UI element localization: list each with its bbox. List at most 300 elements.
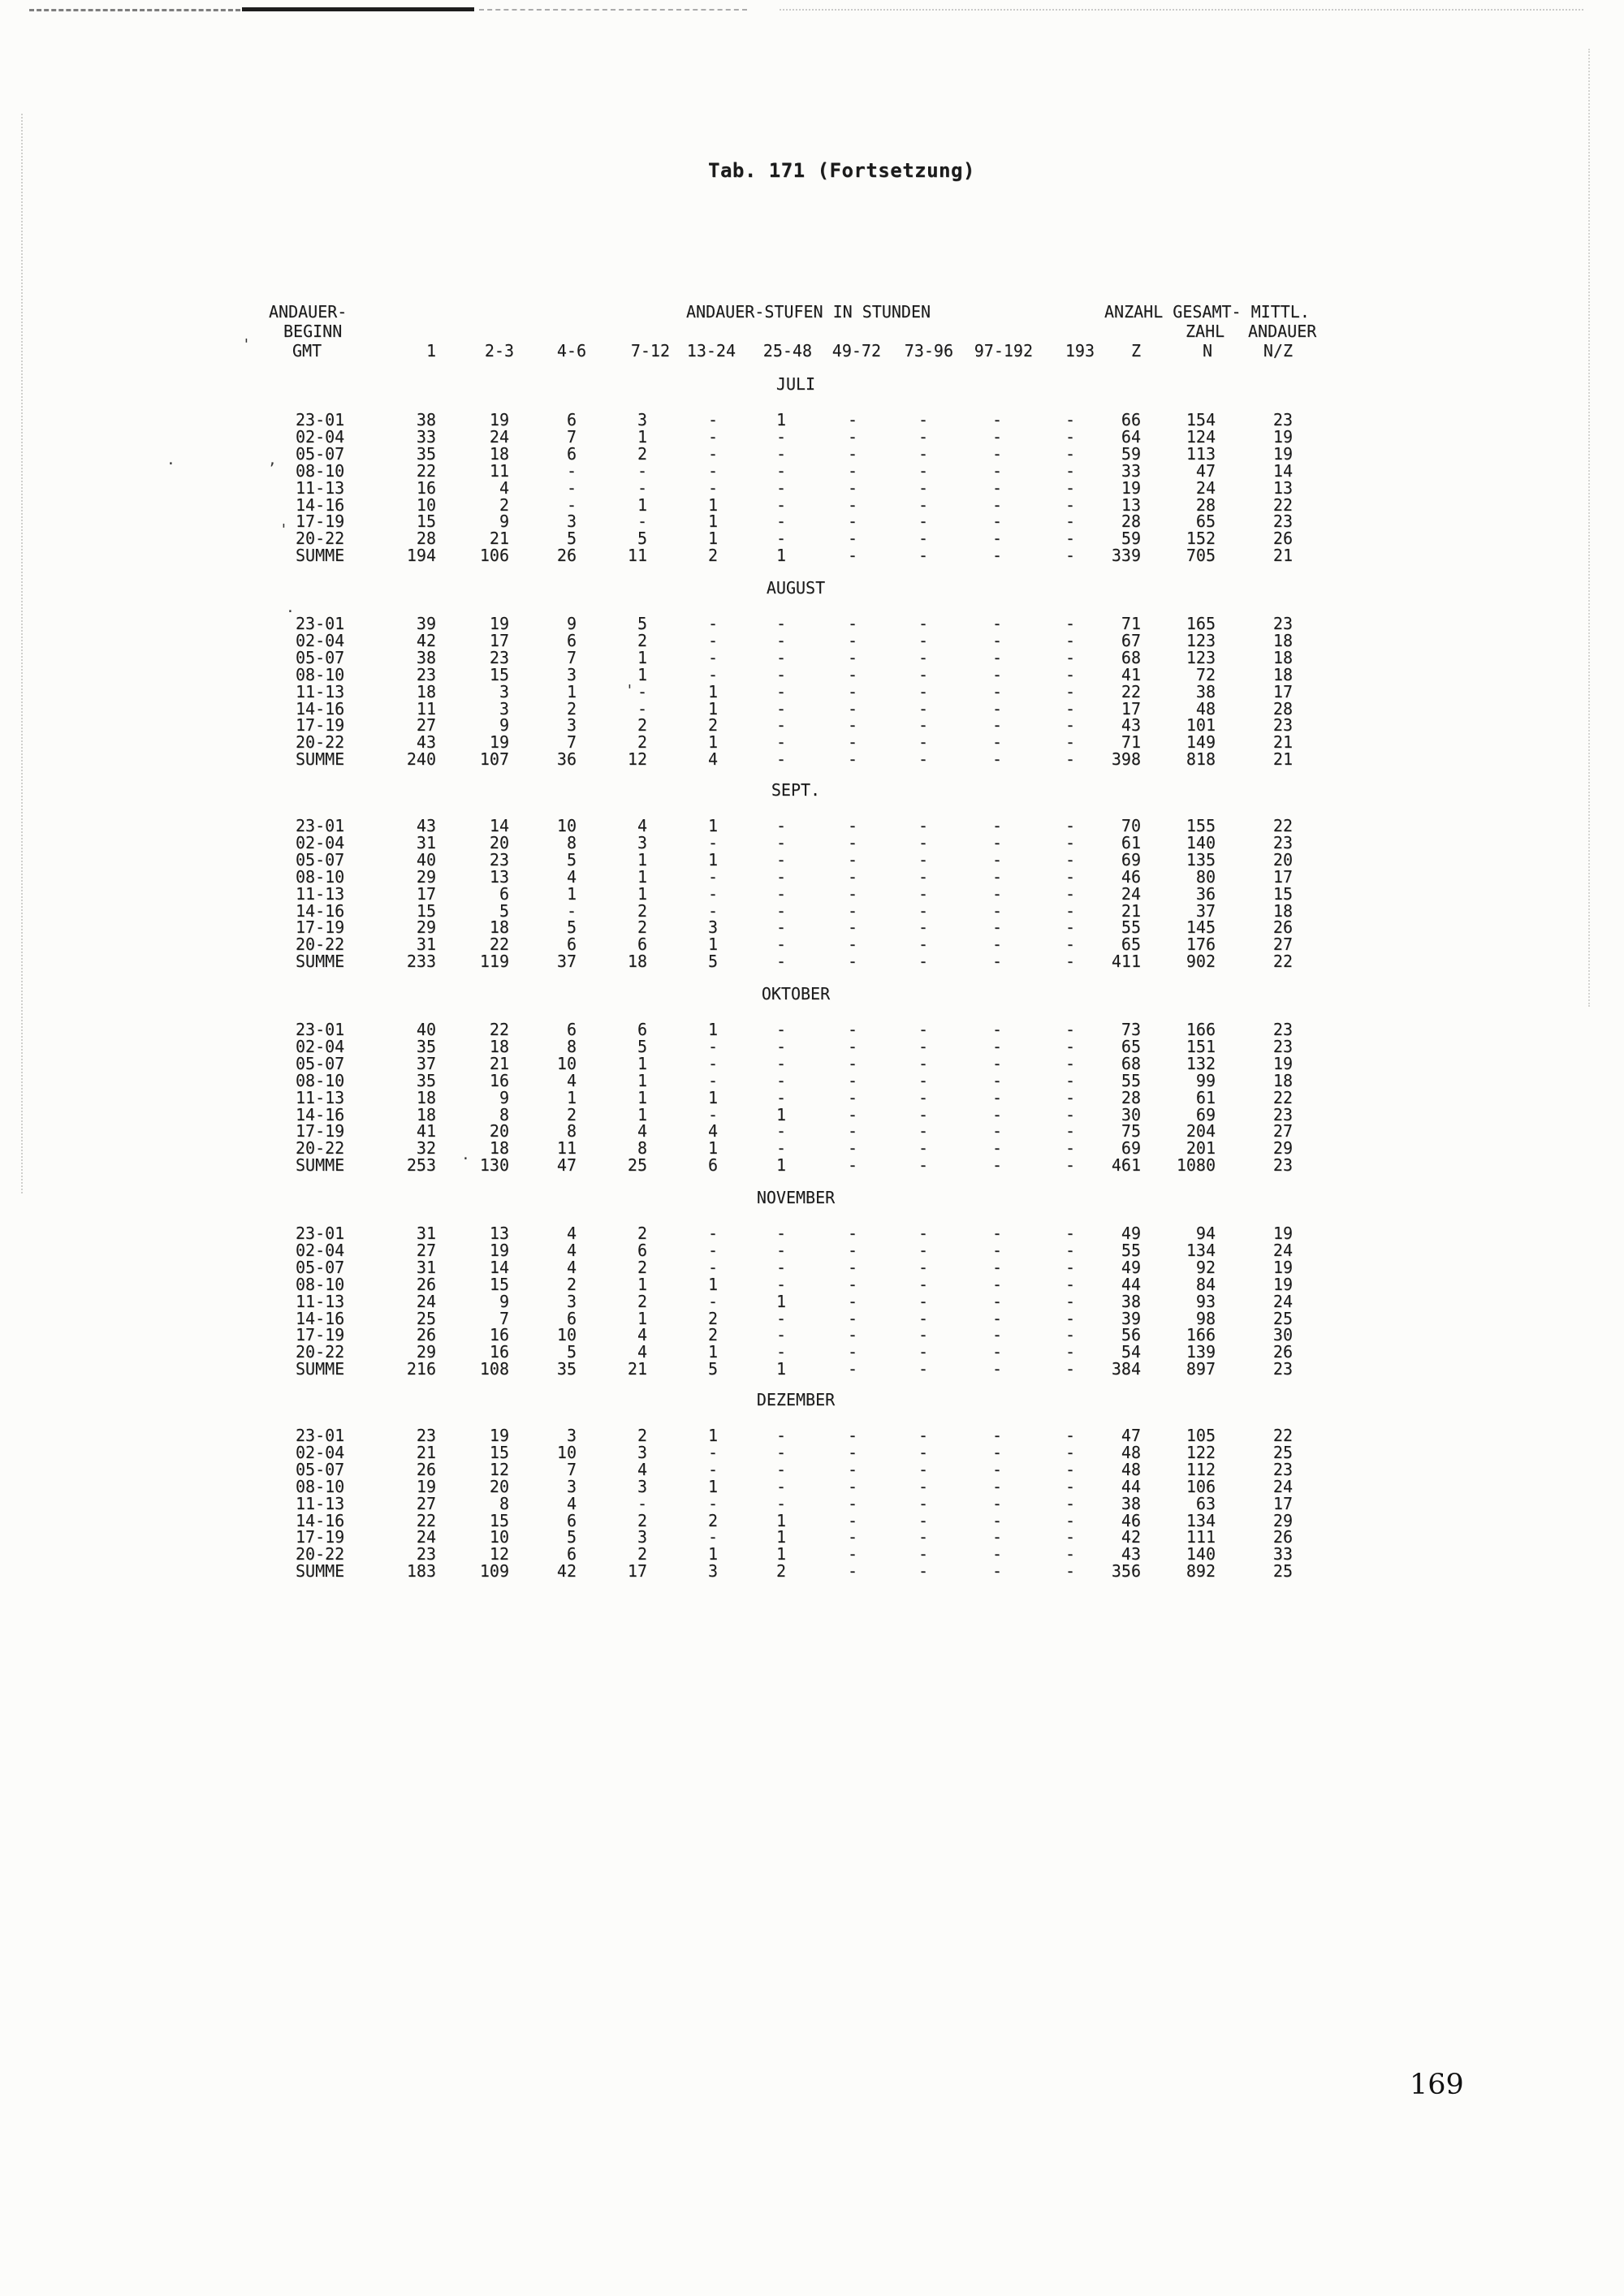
table-cell: 4 bbox=[499, 477, 509, 498]
table-cell: 6 bbox=[637, 1240, 647, 1260]
table-cell: 40 bbox=[416, 849, 436, 870]
table-cell: - bbox=[847, 529, 857, 549]
table-cell: 18 bbox=[1272, 647, 1293, 667]
table-cell: 31 bbox=[416, 1257, 436, 1277]
table-cell: 28 bbox=[1195, 494, 1216, 515]
table-cell: - bbox=[775, 443, 786, 464]
table-cell: 13 bbox=[489, 1224, 509, 1243]
scan-noise-right-margin bbox=[1588, 49, 1590, 1007]
table-cell: 55 bbox=[1121, 1240, 1141, 1260]
table-cell: - bbox=[775, 529, 786, 549]
table-cell: 2 bbox=[707, 1510, 718, 1530]
table-cell: - bbox=[847, 1020, 857, 1039]
scan-noise-left-margin bbox=[21, 114, 23, 1193]
table-cell: 93 bbox=[1195, 1291, 1216, 1311]
table-cell: 8 bbox=[637, 1138, 647, 1159]
row-label-gmt: 02-04 bbox=[296, 1036, 345, 1056]
row-header-gmt: GMT bbox=[292, 341, 322, 360]
table-cell: 107 bbox=[479, 749, 509, 770]
table-cell: - bbox=[918, 460, 928, 481]
table-cell: 384 bbox=[1111, 1359, 1141, 1379]
table-cell: 17 bbox=[489, 630, 509, 650]
table-cell: 11 bbox=[627, 546, 647, 566]
column-header: 193 bbox=[1065, 341, 1095, 360]
table-cell: - bbox=[775, 1325, 786, 1345]
table-cell: - bbox=[1065, 934, 1075, 955]
table-cell: 7 bbox=[566, 732, 577, 753]
table-cell: 398 bbox=[1111, 749, 1141, 770]
table-cell: - bbox=[918, 614, 928, 633]
table-cell: 19 bbox=[1272, 1257, 1293, 1277]
table-cell: - bbox=[1065, 816, 1075, 835]
table-cell: 2 bbox=[775, 1561, 786, 1582]
row-label-gmt: 05-07 bbox=[296, 1257, 345, 1277]
row-label-gmt: 05-07 bbox=[296, 849, 345, 870]
table-cell: - bbox=[847, 410, 857, 429]
table-cell: - bbox=[918, 477, 928, 498]
table-cell: - bbox=[707, 1257, 718, 1277]
table-cell: - bbox=[847, 1561, 857, 1582]
month-label: OKTOBER bbox=[761, 984, 831, 1003]
row-label-gmt: 11-13 bbox=[296, 1493, 345, 1513]
table-cell: - bbox=[991, 1274, 1002, 1294]
table-cell: 24 bbox=[1272, 1291, 1293, 1311]
table-cell: - bbox=[991, 1342, 1002, 1362]
table-cell: 17 bbox=[627, 1561, 647, 1582]
table-cell: 4 bbox=[707, 1121, 718, 1142]
table-cell: 33 bbox=[1272, 1544, 1293, 1564]
table-cell: 21 bbox=[1272, 732, 1293, 753]
table-cell: - bbox=[707, 1459, 718, 1479]
table-cell: 194 bbox=[406, 546, 436, 566]
table-cell: 1 bbox=[775, 1544, 786, 1564]
table-cell: 11 bbox=[489, 460, 509, 481]
column-header: 97-192 bbox=[974, 341, 1033, 360]
table-cell: - bbox=[775, 1257, 786, 1277]
table-cell: 37 bbox=[1195, 900, 1216, 921]
table-cell: 68 bbox=[1121, 647, 1141, 667]
table-cell: 2 bbox=[637, 630, 647, 650]
table-cell: 2 bbox=[637, 1224, 647, 1243]
table-cell: - bbox=[707, 1493, 718, 1513]
table-cell: - bbox=[1065, 1121, 1075, 1142]
table-cell: 35 bbox=[416, 1070, 436, 1090]
table-cell: - bbox=[918, 934, 928, 955]
table-cell: 124 bbox=[1186, 426, 1216, 447]
table-cell: 1 bbox=[637, 849, 647, 870]
table-cell: 15 bbox=[489, 1510, 509, 1530]
table-cell: 10 bbox=[556, 816, 577, 835]
table-cell: 23 bbox=[1272, 1036, 1293, 1056]
table-cell: - bbox=[847, 952, 857, 972]
table-cell: - bbox=[847, 732, 857, 753]
table-cell: 154 bbox=[1186, 410, 1216, 429]
table-cell: 24 bbox=[1272, 1240, 1293, 1260]
table-cell: - bbox=[918, 749, 928, 770]
table-cell: 23 bbox=[1272, 1359, 1293, 1379]
table-cell: 42 bbox=[1121, 1527, 1141, 1547]
table-cell: - bbox=[1065, 952, 1075, 972]
table-cell: - bbox=[918, 715, 928, 736]
table-cell: 1 bbox=[775, 1104, 786, 1124]
table-cell: 21 bbox=[627, 1359, 647, 1379]
table-cell: - bbox=[775, 1036, 786, 1056]
table-cell: 461 bbox=[1111, 1155, 1141, 1176]
table-cell: 26 bbox=[1272, 917, 1293, 938]
table-cell: 106 bbox=[479, 546, 509, 566]
table-cell: 1080 bbox=[1176, 1155, 1216, 1176]
table-cell: 1 bbox=[566, 883, 577, 904]
table-cell: - bbox=[566, 900, 577, 921]
table-cell: - bbox=[918, 1459, 928, 1479]
ink-speck: ' bbox=[279, 521, 288, 538]
table-cell: - bbox=[918, 443, 928, 464]
table-cell: - bbox=[775, 816, 786, 835]
table-cell: 71 bbox=[1121, 732, 1141, 753]
table-cell: - bbox=[847, 1476, 857, 1496]
row-label-gmt: 05-07 bbox=[296, 647, 345, 667]
row-label-gmt: 17-19 bbox=[296, 1325, 345, 1345]
table-cell: - bbox=[775, 952, 786, 972]
table-cell: 2 bbox=[707, 546, 718, 566]
table-cell: 134 bbox=[1186, 1240, 1216, 1260]
column-header: N bbox=[1202, 341, 1212, 360]
table-cell: 18 bbox=[1272, 630, 1293, 650]
table-cell: - bbox=[918, 647, 928, 667]
table-cell: - bbox=[1065, 1308, 1075, 1328]
table-cell: 27 bbox=[1272, 934, 1293, 955]
table-cell: 22 bbox=[1272, 494, 1293, 515]
table-cell: - bbox=[775, 1493, 786, 1513]
table-cell: - bbox=[847, 1527, 857, 1547]
table-cell: 31 bbox=[416, 1224, 436, 1243]
table-cell: - bbox=[991, 1527, 1002, 1547]
table-cell: - bbox=[918, 529, 928, 549]
table-cell: 23 bbox=[416, 1544, 436, 1564]
table-cell: - bbox=[991, 1544, 1002, 1564]
table-cell: - bbox=[991, 410, 1002, 429]
table-cell: 1 bbox=[707, 529, 718, 549]
table-cell: - bbox=[991, 1442, 1002, 1462]
table-cell: 72 bbox=[1195, 664, 1216, 684]
table-cell: - bbox=[847, 1426, 857, 1445]
table-cell: - bbox=[847, 715, 857, 736]
table-cell: - bbox=[775, 900, 786, 921]
table-cell: 705 bbox=[1186, 546, 1216, 566]
table-cell: 38 bbox=[416, 647, 436, 667]
table-cell: - bbox=[847, 1240, 857, 1260]
row-label-gmt: 08-10 bbox=[296, 460, 345, 481]
table-cell: 38 bbox=[1121, 1493, 1141, 1513]
table-cell: 63 bbox=[1195, 1493, 1216, 1513]
table-cell: 3 bbox=[566, 1476, 577, 1496]
table-cell: 22 bbox=[1272, 816, 1293, 835]
table-cell: 2 bbox=[499, 494, 509, 515]
table-cell: - bbox=[991, 1087, 1002, 1107]
table-cell: 13 bbox=[1272, 477, 1293, 498]
table-cell: 1 bbox=[707, 1087, 718, 1107]
table-cell: - bbox=[1065, 1426, 1075, 1445]
table-cell: - bbox=[847, 1036, 857, 1056]
row-label-gmt: 08-10 bbox=[296, 1476, 345, 1496]
table-cell: 9 bbox=[499, 511, 509, 532]
table-cell: 71 bbox=[1121, 614, 1141, 633]
table-cell: 113 bbox=[1186, 443, 1216, 464]
table-cell: - bbox=[991, 1070, 1002, 1090]
table-cell: 19 bbox=[489, 1426, 509, 1445]
table-cell: 66 bbox=[1121, 410, 1141, 429]
table-cell: - bbox=[847, 614, 857, 633]
table-cell: - bbox=[918, 1224, 928, 1243]
table-cell: 23 bbox=[1272, 832, 1293, 852]
column-group-header: ANDAUER-STUFEN IN STUNDEN bbox=[686, 302, 931, 322]
table-cell: 68 bbox=[1121, 1053, 1141, 1073]
table-cell: 122 bbox=[1186, 1442, 1216, 1462]
table-cell: - bbox=[991, 698, 1002, 719]
table-cell: 1 bbox=[637, 883, 647, 904]
table-cell: 5 bbox=[566, 1527, 577, 1547]
table-cell: 35 bbox=[416, 443, 436, 464]
table-cell: 9 bbox=[499, 1087, 509, 1107]
table-cell: - bbox=[775, 1459, 786, 1479]
table-cell: 94 bbox=[1195, 1224, 1216, 1243]
table-cell: 201 bbox=[1186, 1138, 1216, 1159]
scan-noise-top-left bbox=[29, 9, 240, 11]
table-cell: 240 bbox=[406, 749, 436, 770]
table-cell: - bbox=[707, 883, 718, 904]
table-cell: - bbox=[847, 816, 857, 835]
table-cell: - bbox=[566, 494, 577, 515]
table-cell: 2 bbox=[637, 1257, 647, 1277]
table-cell: 1 bbox=[775, 1510, 786, 1530]
table-cell: 7 bbox=[566, 426, 577, 447]
table-cell: 28 bbox=[1121, 511, 1141, 532]
row-header-beginn: BEGINN bbox=[283, 322, 343, 341]
table-cell: 2 bbox=[707, 1308, 718, 1328]
table-cell: - bbox=[991, 1053, 1002, 1073]
table-cell: 1 bbox=[707, 934, 718, 955]
table-cell: 16 bbox=[489, 1070, 509, 1090]
table-cell: 2 bbox=[566, 1274, 577, 1294]
table-cell: - bbox=[991, 630, 1002, 650]
table-cell: 25 bbox=[1272, 1308, 1293, 1328]
table-cell: 26 bbox=[1272, 529, 1293, 549]
table-cell: 26 bbox=[416, 1325, 436, 1345]
scan-noise-top-bar bbox=[242, 7, 474, 11]
table-cell: 3 bbox=[499, 698, 509, 719]
row-label-gmt: 20-22 bbox=[296, 1138, 345, 1159]
table-cell: 33 bbox=[1121, 460, 1141, 481]
table-cell: - bbox=[775, 1020, 786, 1039]
table-cell: 8 bbox=[566, 1036, 577, 1056]
table-cell: - bbox=[991, 681, 1002, 701]
table-cell: - bbox=[991, 1510, 1002, 1530]
table-cell: 47 bbox=[1195, 460, 1216, 481]
column-header: 7-12 bbox=[630, 341, 670, 360]
table-cell: 145 bbox=[1186, 917, 1216, 938]
row-label-gmt: 08-10 bbox=[296, 1274, 345, 1294]
table-cell: 2 bbox=[637, 443, 647, 464]
table-cell: 16 bbox=[489, 1325, 509, 1345]
table-cell: 16 bbox=[416, 477, 436, 498]
row-label-gmt: 17-19 bbox=[296, 1527, 345, 1547]
table-cell: - bbox=[707, 664, 718, 684]
table-cell: - bbox=[918, 1121, 928, 1142]
row-label-gmt: 20-22 bbox=[296, 1544, 345, 1564]
table-cell: 132 bbox=[1186, 1053, 1216, 1073]
row-label-gmt: 23-01 bbox=[296, 410, 345, 429]
table-cell: 22 bbox=[489, 1020, 509, 1039]
table-cell: - bbox=[707, 1053, 718, 1073]
table-cell: - bbox=[775, 1274, 786, 1294]
table-cell: - bbox=[847, 934, 857, 955]
table-cell: - bbox=[1065, 849, 1075, 870]
table-cell: 49 bbox=[1121, 1224, 1141, 1243]
table-cell: - bbox=[847, 1121, 857, 1142]
table-cell: - bbox=[775, 749, 786, 770]
table-cell: 19 bbox=[1272, 1274, 1293, 1294]
table-cell: 8 bbox=[499, 1104, 509, 1124]
row-label-gmt: 23-01 bbox=[296, 614, 345, 633]
column-header: 25-48 bbox=[762, 341, 812, 360]
table-cell: - bbox=[847, 917, 857, 938]
table-cell: - bbox=[1065, 1325, 1075, 1345]
table-cell: 26 bbox=[416, 1459, 436, 1479]
table-cell: - bbox=[991, 1476, 1002, 1496]
table-cell: 1 bbox=[566, 1087, 577, 1107]
table-cell: - bbox=[991, 529, 1002, 549]
table-cell: 5 bbox=[566, 1342, 577, 1362]
table-cell: - bbox=[991, 832, 1002, 852]
table-cell: 105 bbox=[1186, 1426, 1216, 1445]
table-cell: 140 bbox=[1186, 832, 1216, 852]
table-cell: - bbox=[847, 511, 857, 532]
table-cell: - bbox=[991, 511, 1002, 532]
table-cell: - bbox=[775, 647, 786, 667]
table-cell: 18 bbox=[416, 1087, 436, 1107]
table-cell: 37 bbox=[556, 952, 577, 972]
table-cell: - bbox=[918, 849, 928, 870]
table-cell: 23 bbox=[416, 664, 436, 684]
table-cell: 6 bbox=[499, 883, 509, 904]
table-cell: - bbox=[707, 1527, 718, 1547]
table-cell: - bbox=[847, 1291, 857, 1311]
table-cell: - bbox=[847, 1155, 857, 1176]
table-cell: 1 bbox=[707, 1020, 718, 1039]
table-cell: 18 bbox=[1272, 1070, 1293, 1090]
table-cell: - bbox=[1065, 1527, 1075, 1547]
row-label-gmt: 11-13 bbox=[296, 883, 345, 904]
table-cell: - bbox=[1065, 426, 1075, 447]
table-cell: 23 bbox=[1272, 614, 1293, 633]
table-cell: 54 bbox=[1121, 1342, 1141, 1362]
table-cell: - bbox=[1065, 681, 1075, 701]
table-cell: - bbox=[991, 816, 1002, 835]
row-label-gmt: 23-01 bbox=[296, 1426, 345, 1445]
table-cell: 1 bbox=[707, 681, 718, 701]
column-header: Z bbox=[1130, 341, 1141, 360]
table-cell: - bbox=[1065, 630, 1075, 650]
table-cell: 24 bbox=[489, 426, 509, 447]
table-cell: - bbox=[707, 460, 718, 481]
table-cell: - bbox=[918, 698, 928, 719]
table-cell: 61 bbox=[1121, 832, 1141, 852]
table-cell: 339 bbox=[1111, 546, 1141, 566]
table-cell: 7 bbox=[566, 647, 577, 667]
table-cell: 1 bbox=[637, 1274, 647, 1294]
table-cell: 17 bbox=[1272, 866, 1293, 887]
table-cell: 6 bbox=[566, 410, 577, 429]
table-cell: - bbox=[775, 477, 786, 498]
table-cell: - bbox=[637, 460, 647, 481]
table-cell: 1 bbox=[707, 1274, 718, 1294]
table-cell: 64 bbox=[1121, 426, 1141, 447]
table-cell: 17 bbox=[1272, 1493, 1293, 1513]
table-cell: - bbox=[847, 1442, 857, 1462]
table-cell: 19 bbox=[489, 1240, 509, 1260]
table-cell: 6 bbox=[566, 1020, 577, 1039]
table-cell: 176 bbox=[1186, 934, 1216, 955]
table-cell: - bbox=[775, 1138, 786, 1159]
table-cell: - bbox=[775, 460, 786, 481]
table-cell: 19 bbox=[489, 410, 509, 429]
table-cell: - bbox=[847, 1070, 857, 1090]
table-cell: - bbox=[918, 1036, 928, 1056]
table-cell: - bbox=[847, 426, 857, 447]
row-label-summe: SUMME bbox=[296, 1359, 345, 1379]
row-label-gmt: 20-22 bbox=[296, 732, 345, 753]
table-cell: - bbox=[1065, 1036, 1075, 1056]
table-cell: - bbox=[991, 1359, 1002, 1379]
month-label: NOVEMBER bbox=[756, 1188, 836, 1207]
table-cell: 18 bbox=[416, 1104, 436, 1124]
table-cell: - bbox=[707, 614, 718, 633]
table-cell: - bbox=[847, 832, 857, 852]
table-cell: 22 bbox=[1272, 952, 1293, 972]
table-cell: 140 bbox=[1186, 1544, 1216, 1564]
row-label-gmt: 02-04 bbox=[296, 832, 345, 852]
table-cell: 65 bbox=[1121, 1036, 1141, 1056]
table-cell: 24 bbox=[416, 1527, 436, 1547]
table-cell: - bbox=[775, 917, 786, 938]
table-cell: - bbox=[707, 1442, 718, 1462]
table-cell: 3 bbox=[566, 511, 577, 532]
table-cell: - bbox=[775, 664, 786, 684]
table-cell: - bbox=[918, 900, 928, 921]
table-cell: 101 bbox=[1186, 715, 1216, 736]
table-cell: 253 bbox=[406, 1155, 436, 1176]
table-cell: 166 bbox=[1186, 1325, 1216, 1345]
table-cell: 21 bbox=[489, 1053, 509, 1073]
table-cell: - bbox=[918, 1155, 928, 1176]
table-cell: - bbox=[775, 1070, 786, 1090]
row-label-gmt: 08-10 bbox=[296, 866, 345, 887]
table-cell: 18 bbox=[1272, 900, 1293, 921]
table-cell: 30 bbox=[1272, 1325, 1293, 1345]
table-cell: 37 bbox=[416, 1053, 436, 1073]
table-cell: - bbox=[847, 1053, 857, 1073]
table-cell: 155 bbox=[1186, 816, 1216, 835]
table-cell: 22 bbox=[1121, 681, 1141, 701]
table-cell: 5 bbox=[566, 917, 577, 938]
table-cell: - bbox=[1065, 1359, 1075, 1379]
row-label-gmt: 23-01 bbox=[296, 816, 345, 835]
table-cell: 123 bbox=[1186, 630, 1216, 650]
row-label-gmt: 08-10 bbox=[296, 1070, 345, 1090]
table-cell: - bbox=[775, 883, 786, 904]
row-label-summe: SUMME bbox=[296, 952, 345, 972]
table-cell: - bbox=[918, 816, 928, 835]
